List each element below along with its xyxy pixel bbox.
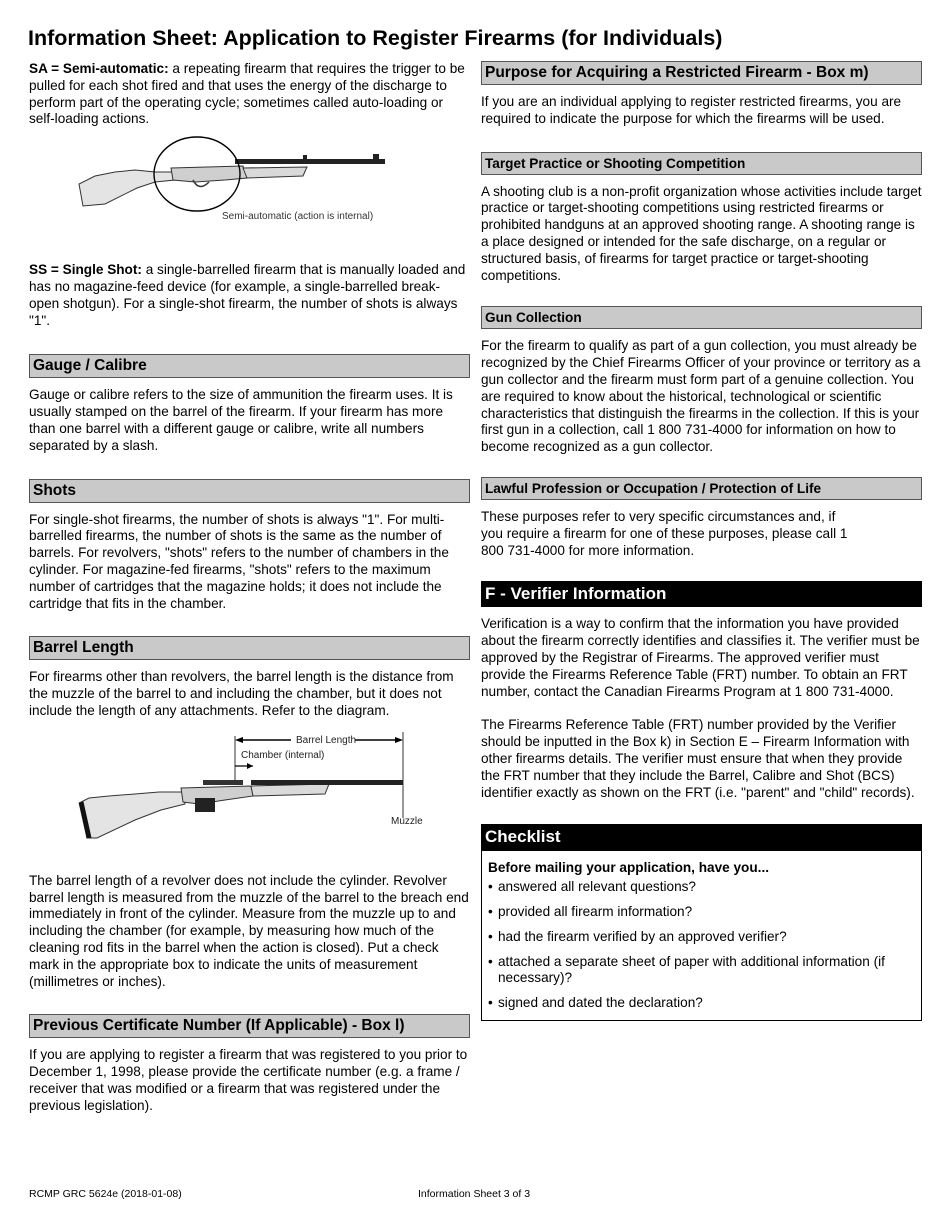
verifier-heading: F - Verifier Information — [481, 581, 922, 607]
ss-definition — [29, 262, 470, 329]
purpose-text: If you are an individual applying to register restricted firearms, you are required to indicate the purpose for which the firearms will be used. — [481, 94, 902, 126]
barrel-length-heading: Barrel Length — [29, 636, 470, 660]
semi-automatic-rifle-figure — [75, 132, 470, 241]
checklist-item: • provided all firearm information? — [488, 904, 915, 921]
page-title: Information Sheet: Application to Register Firearms (for Individuals) — [28, 26, 723, 50]
previous-certificate-text: If you are applying to register a firearm that was registered to you prior to December 1, 1998, please provide the certificate number (e.g. a frame / receiver that was modified or a firearm that was registered under the previous legislation). — [29, 1047, 468, 1113]
left-column — [29, 61, 470, 1115]
ss-text: a single-barrelled firearm that is manually loaded and has no magazine-feed device (for example, a single-barrelled break-open shotgun). For a single-shot firearm, the number of shots is always "1". — [29, 262, 466, 328]
gun-collection-text: For the firearm to qualify as part of a gun collection, you must already be recognized by the Chief Firearms Officer of your province or territory as a gun collector and the firearm must form part of a genuine collection. You are required to know about the historical, technological or scientific characteristics that distinguish the firearms in the collection. If this is your first gun in a collection, call 1 800 731-4000 for information on how to become recognized as a gun collector. — [481, 338, 921, 455]
revolver-barrel-text: The barrel length of a revolver does not include the cylinder. Revolver barrel length is measured from the muzzle of the barrel to the breach end immediately in front of the cylinder. Measure from the muzzle up to and including the chamber (for example, by measuring how much of the cleaning rod fits in the barrel when the action is closed). Put a check mark in the appropriate box to indicate the units of measurement (millimetres or inches). — [29, 872, 469, 989]
target-practice-text: A shooting club is a non-profit organization whose activities include target practice or target-shooting competitions using restricted firearms or prohibited handguns at an approved shooting range. A shooting range is a place designed or intended for the safe discharge, on a regular or structured basis, of firearms for target practice or target-shooting competitions. — [481, 183, 922, 283]
lawful-profession-text: These purposes refer to very specific circumstances and, if you require a firearm for one of these purposes, please call 1 800 731-4000 for more information. — [481, 508, 848, 558]
ss-term: SS = Single Shot: — [29, 262, 142, 278]
shots-text: For single-shot firearms, the number of shots is always "1". For multi-barrelled firearms, the number of shots is the same as the number of barrels. For revolvers, "shots" refers to the number of chambers in the cylinder. For magazine-fed firearms, "shots" refers to the maximum number of cartridges that the magazine holds; it does not include the cartridge that fits in the chamber. — [29, 511, 449, 611]
checklist-item: • had the firearm verified by an approved verifier? — [488, 929, 915, 946]
checklist-item: • answered all relevant questions? — [488, 879, 915, 896]
page-number: Information Sheet 3 of 3 — [418, 1188, 531, 1200]
semi-automatic-rifle-icon — [75, 132, 395, 241]
sa-definition — [29, 61, 470, 128]
muzzle-label: Muzzle — [391, 815, 423, 827]
gauge-text: Gauge or calibre refers to the size of ammunition the firearm uses. It is usually stamped on the barrel of the firearm. If your firearm has more than one barrel with a different gauge or calibre, write all numbers separated by a slash. — [29, 387, 453, 453]
checklist-heading: Checklist — [481, 824, 922, 850]
verifier-text-1: Verification is a way to confirm that the information you have provided about the firearm correctly identifies and classifies it. The verifier must be approved by the Registrar of Firearms. The approved verifier must provide the Firearms Reference Table (FRT) number. To obtain an FRT number, contact the Canadian Firearms Program at 1 800 731-4000. — [481, 616, 920, 699]
target-practice-heading: Target Practice or Shooting Competition — [481, 152, 922, 175]
sa-text: a repeating firearm that requires the trigger to be pulled for each shot fired and that uses the energy of the discharge to perform part of the operating cycle; sometimes called auto-loading or self-loading actions. — [29, 61, 465, 127]
checklist-lead: Before mailing your application, have you... — [488, 860, 769, 876]
bolt-action-rifle-icon — [75, 726, 435, 868]
barrel-length-label: Barrel Length — [296, 734, 357, 746]
barrel-length-figure — [75, 726, 470, 868]
shots-heading: Shots — [29, 479, 470, 503]
verifier-text-2: The Firearms Reference Table (FRT) number provided by the Verifier should be inputted in the Box k) in Section E – Firearm Information with other firearms details. The verifier must ensure that when they provide the FRT number that they include the Barrel, Calibre and Shot (BCS) identifier exactly as shown on the FRT (i.e. "parent" and "child" records). — [481, 717, 915, 800]
previous-certificate-heading: Previous Certificate Number (If Applicable) - Box l) — [29, 1014, 470, 1038]
chamber-label: Chamber (internal) — [241, 749, 325, 761]
barrel-length-text: For firearms other than revolvers, the barrel length is the distance from the muzzle of the barrel to and including the chamber, but it does not include the length of any attachments. Refer to the diagram. — [29, 669, 454, 718]
lawful-profession-heading: Lawful Profession or Occupation / Protection of Life — [481, 477, 922, 500]
checklist-list — [488, 879, 915, 1012]
gun-collection-heading: Gun Collection — [481, 306, 922, 329]
sa-term: SA = Semi-automatic: — [29, 61, 169, 76]
checklist-item: • attached a separate sheet of paper with additional information (if necessary)? — [488, 954, 915, 988]
checklist-box — [481, 850, 922, 1021]
purpose-heading: Purpose for Acquiring a Restricted Firearm - Box m) — [481, 61, 922, 85]
form-id: RCMP GRC 5624e (2018-01-08) — [29, 1188, 182, 1200]
semi-automatic-caption: Semi-automatic (action is internal) — [222, 211, 374, 223]
right-column — [481, 61, 922, 1021]
gauge-heading: Gauge / Calibre — [29, 354, 470, 378]
checklist-item: • signed and dated the declaration? — [488, 995, 915, 1012]
